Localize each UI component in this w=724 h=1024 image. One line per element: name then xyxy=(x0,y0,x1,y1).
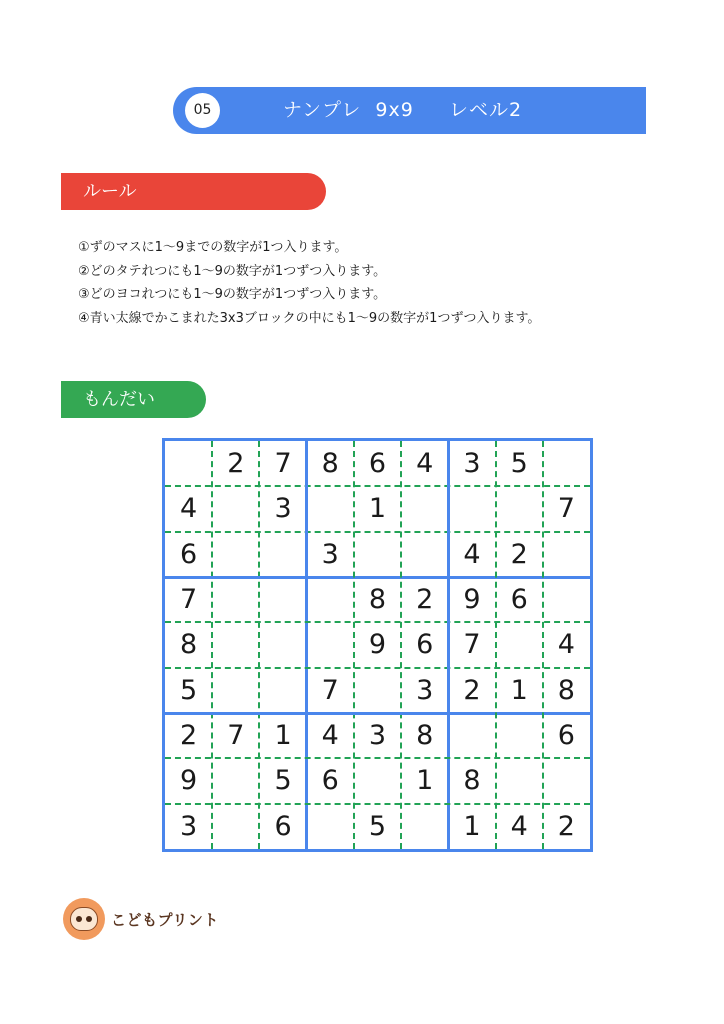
sudoku-cell[interactable] xyxy=(259,532,306,577)
sudoku-cell[interactable] xyxy=(212,532,259,577)
sudoku-cell: 8 xyxy=(321,448,339,479)
sudoku-cell[interactable] xyxy=(543,441,590,486)
sudoku-cell: 2 xyxy=(557,810,575,842)
sudoku-cell: 6 xyxy=(416,629,434,661)
sudoku-grid xyxy=(162,438,593,852)
sudoku-cell[interactable] xyxy=(496,713,543,758)
sudoku-cell[interactable] xyxy=(212,804,259,849)
sudoku-cell: 3 xyxy=(321,538,339,570)
sudoku-cell: 7 xyxy=(180,584,198,615)
sudoku-cell[interactable] xyxy=(212,668,259,713)
sudoku-cell: 3 xyxy=(463,448,481,479)
brand-logo xyxy=(63,898,219,940)
sudoku-cell: 2 xyxy=(510,538,528,570)
sudoku-cell: 8 xyxy=(368,584,387,615)
sudoku-cell: 5 xyxy=(368,810,387,842)
sudoku-cell[interactable] xyxy=(543,532,590,577)
sudoku-cell[interactable] xyxy=(448,486,495,531)
sudoku-cell: 4 xyxy=(180,493,198,525)
sudoku-cell: 4 xyxy=(416,448,434,479)
sudoku-cell: 7 xyxy=(557,493,575,525)
puzzle-number-badge: 05 xyxy=(185,93,220,128)
sudoku-cell[interactable] xyxy=(401,804,448,849)
sudoku-cell[interactable] xyxy=(543,577,590,622)
sudoku-cell: 7 xyxy=(321,674,339,706)
sudoku-cell: 4 xyxy=(321,720,339,751)
sudoku-cell[interactable] xyxy=(401,486,448,531)
sudoku-cell: 6 xyxy=(368,448,387,479)
sudoku-cell[interactable] xyxy=(354,668,401,713)
sudoku-cell: 1 xyxy=(368,493,387,525)
sudoku-cell[interactable] xyxy=(307,622,354,667)
sudoku-cell: 2 xyxy=(463,674,481,706)
sudoku-cell[interactable] xyxy=(212,486,259,531)
sudoku-cell: 6 xyxy=(510,584,528,615)
problem-heading: もんだい xyxy=(61,381,206,418)
sudoku-cell: 4 xyxy=(463,538,481,570)
sudoku-cell: 3 xyxy=(180,810,198,842)
sudoku-cell: 5 xyxy=(274,765,292,797)
sudoku-cell: 8 xyxy=(463,765,481,797)
sudoku-cell: 7 xyxy=(227,720,245,751)
sudoku-cell: 5 xyxy=(510,448,528,479)
rule-item: ②どのタテれつにも1～9の数字が1つずつ入ります。 xyxy=(78,263,387,279)
cat-face-icon xyxy=(63,898,105,940)
sudoku-cell: 6 xyxy=(274,810,292,842)
brand-name: こどもプリント xyxy=(111,910,219,929)
page-title: ナンプレ 9x9 レベル2 xyxy=(283,99,523,121)
sudoku-cell: 8 xyxy=(557,674,575,706)
sudoku-cell[interactable] xyxy=(307,577,354,622)
sudoku-cell: 1 xyxy=(274,720,292,751)
sudoku-cell: 6 xyxy=(557,720,575,751)
sudoku-cell[interactable] xyxy=(354,758,401,803)
sudoku-cell: 6 xyxy=(180,538,198,570)
sudoku-cell[interactable] xyxy=(543,758,590,803)
sudoku-cell: 9 xyxy=(463,584,481,615)
sudoku-cell: 3 xyxy=(274,493,292,525)
sudoku-cell: 8 xyxy=(180,629,198,661)
rules-list xyxy=(78,236,540,330)
sudoku-cell: 1 xyxy=(416,765,434,797)
sudoku-cell[interactable] xyxy=(354,532,401,577)
rules-heading: ルール xyxy=(61,173,326,210)
sudoku-cell: 2 xyxy=(227,448,245,479)
sudoku-cell[interactable] xyxy=(307,486,354,531)
sudoku-cell: 5 xyxy=(180,674,198,706)
rule-item: ④青い太線でかこまれた3x3ブロックの中にも1～9の数字が1つずつ入ります。 xyxy=(78,310,541,326)
sudoku-cell: 1 xyxy=(463,810,481,842)
sudoku-cell[interactable] xyxy=(212,758,259,803)
title-bar xyxy=(173,87,646,134)
sudoku-cell: 1 xyxy=(510,674,528,706)
sudoku-cell[interactable] xyxy=(165,441,212,486)
sudoku-cell[interactable] xyxy=(307,804,354,849)
sudoku-cell: 3 xyxy=(416,674,434,706)
sudoku-cell[interactable] xyxy=(212,577,259,622)
sudoku-cell: 3 xyxy=(368,720,387,751)
sudoku-cell: 7 xyxy=(463,629,481,661)
sudoku-cell[interactable] xyxy=(259,668,306,713)
sudoku-cell[interactable] xyxy=(496,486,543,531)
sudoku-cell: 9 xyxy=(368,629,387,661)
rule-item: ①ずのマスに1～9までの数字が1つ入ります。 xyxy=(78,240,348,255)
sudoku-cell[interactable] xyxy=(496,622,543,667)
sudoku-cell: 6 xyxy=(321,765,339,797)
sudoku-cell[interactable] xyxy=(448,713,495,758)
sudoku-cell[interactable] xyxy=(259,577,306,622)
sudoku-cell[interactable] xyxy=(401,532,448,577)
sudoku-cell: 7 xyxy=(274,448,292,479)
sudoku-cell: 9 xyxy=(180,765,198,797)
sudoku-cell: 4 xyxy=(510,810,528,842)
sudoku-cell[interactable] xyxy=(496,758,543,803)
sudoku-cell[interactable] xyxy=(212,622,259,667)
sudoku-cell: 8 xyxy=(416,720,434,751)
rule-item: ③どのヨコれつにも1～9の数字が1つずつ入ります。 xyxy=(78,287,387,302)
sudoku-cell: 2 xyxy=(416,584,434,615)
sudoku-cell: 4 xyxy=(557,629,575,661)
sudoku-cell: 2 xyxy=(180,720,198,751)
sudoku-cell[interactable] xyxy=(259,622,306,667)
